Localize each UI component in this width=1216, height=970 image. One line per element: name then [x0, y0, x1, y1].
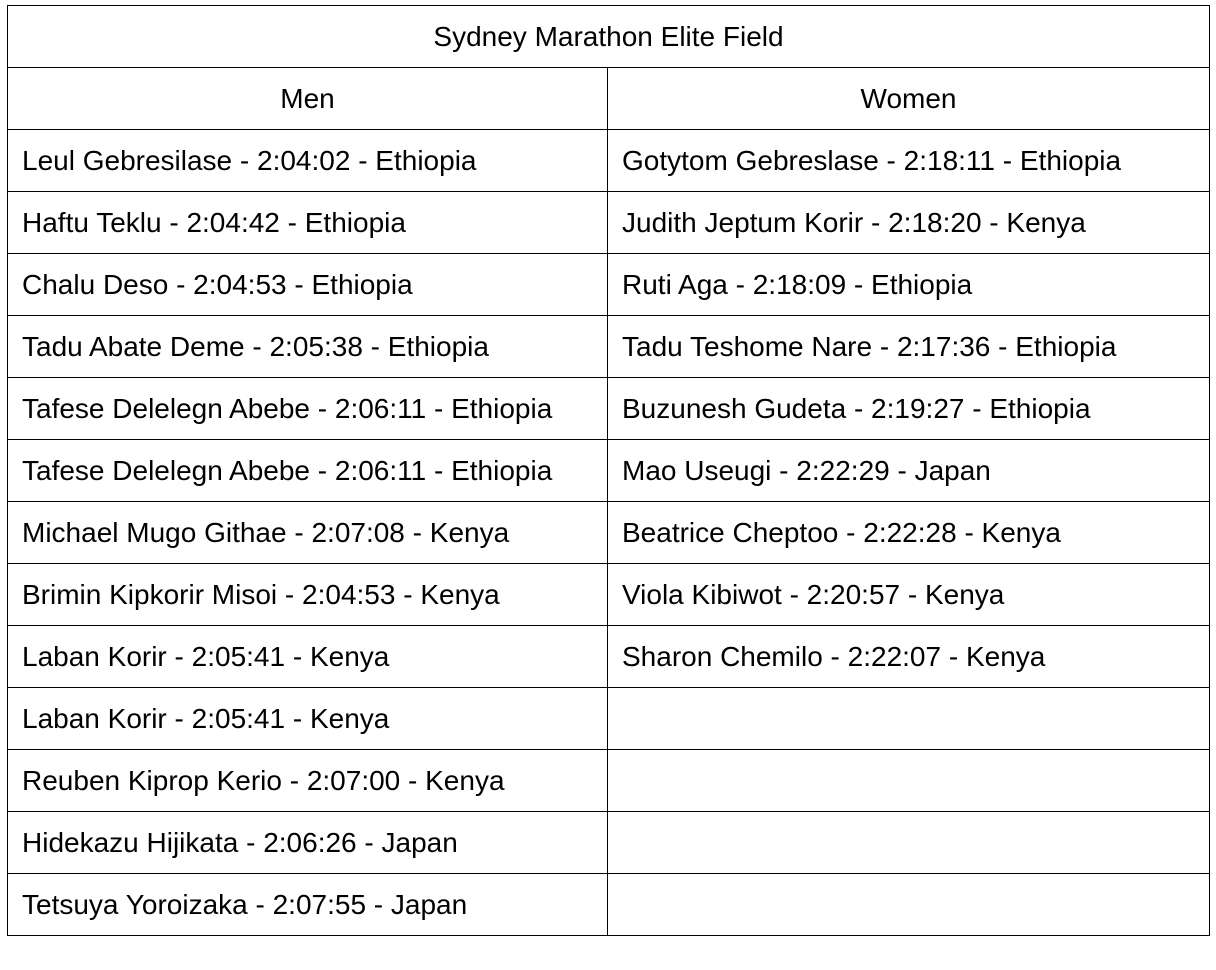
men-entry: Leul Gebresilase - 2:04:02 - Ethiopia	[8, 130, 608, 192]
men-entry: Haftu Teklu - 2:04:42 - Ethiopia	[8, 192, 608, 254]
table-row	[8, 440, 1210, 502]
header-row	[8, 68, 1210, 130]
table-row	[8, 502, 1210, 564]
column-header-women: Women	[608, 68, 1210, 130]
women-entry-empty	[608, 812, 1210, 874]
table-row	[8, 316, 1210, 378]
women-entry: Mao Useugi - 2:22:29 - Japan	[608, 440, 1210, 502]
title-row	[8, 6, 1210, 68]
men-entry: Brimin Kipkorir Misoi - 2:04:53 - Kenya	[8, 564, 608, 626]
table-row	[8, 812, 1210, 874]
women-entry-empty	[608, 874, 1210, 936]
column-header-men: Men	[8, 68, 608, 130]
women-entry: Sharon Chemilo - 2:22:07 - Kenya	[608, 626, 1210, 688]
table-row	[8, 130, 1210, 192]
women-entry: Ruti Aga - 2:18:09 - Ethiopia	[608, 254, 1210, 316]
women-entry: Beatrice Cheptoo - 2:22:28 - Kenya	[608, 502, 1210, 564]
table-row	[8, 254, 1210, 316]
women-entry: Judith Jeptum Korir - 2:18:20 - Kenya	[608, 192, 1210, 254]
men-entry: Reuben Kiprop Kerio - 2:07:00 - Kenya	[8, 750, 608, 812]
table-row	[8, 378, 1210, 440]
table-title: Sydney Marathon Elite Field	[8, 6, 1210, 68]
elite-field-table	[7, 5, 1210, 936]
men-entry: Tetsuya Yoroizaka - 2:07:55 - Japan	[8, 874, 608, 936]
table-row	[8, 192, 1210, 254]
table-row	[8, 626, 1210, 688]
men-entry: Laban Korir - 2:05:41 - Kenya	[8, 626, 608, 688]
table-container	[7, 5, 1210, 936]
men-entry: Laban Korir - 2:05:41 - Kenya	[8, 688, 608, 750]
women-entry: Gotytom Gebreslase - 2:18:11 - Ethiopia	[608, 130, 1210, 192]
women-entry-empty	[608, 750, 1210, 812]
women-entry: Viola Kibiwot - 2:20:57 - Kenya	[608, 564, 1210, 626]
men-entry: Michael Mugo Githae - 2:07:08 - Kenya	[8, 502, 608, 564]
men-entry: Hidekazu Hijikata - 2:06:26 - Japan	[8, 812, 608, 874]
men-entry: Chalu Deso - 2:04:53 - Ethiopia	[8, 254, 608, 316]
women-entry: Buzunesh Gudeta - 2:19:27 - Ethiopia	[608, 378, 1210, 440]
women-entry-empty	[608, 688, 1210, 750]
table-row	[8, 874, 1210, 936]
men-entry: Tadu Abate Deme - 2:05:38 - Ethiopia	[8, 316, 608, 378]
men-entry: Tafese Delelegn Abebe - 2:06:11 - Ethiopia	[8, 440, 608, 502]
table-row	[8, 564, 1210, 626]
table-row	[8, 750, 1210, 812]
women-entry: Tadu Teshome Nare - 2:17:36 - Ethiopia	[608, 316, 1210, 378]
men-entry: Tafese Delelegn Abebe - 2:06:11 - Ethiopia	[8, 378, 608, 440]
table-row	[8, 688, 1210, 750]
